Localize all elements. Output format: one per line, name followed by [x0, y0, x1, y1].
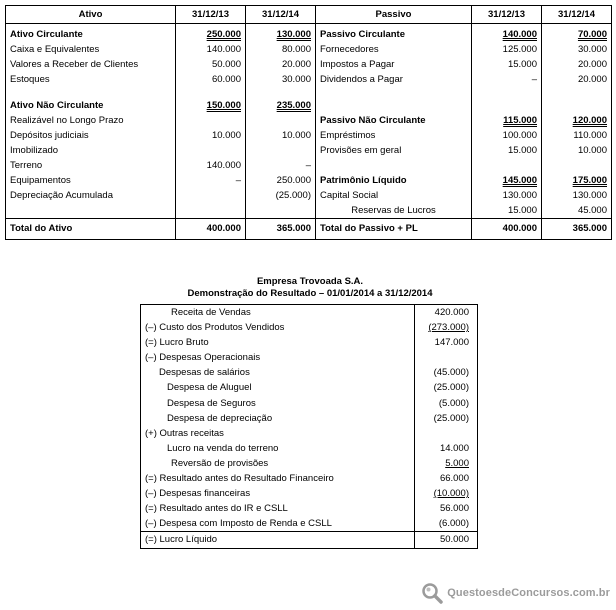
- table-row: [6, 42, 612, 57]
- line-value: 5.000: [445, 457, 469, 469]
- liability-2014: [542, 98, 612, 113]
- table-row: [6, 57, 612, 72]
- table-row: [141, 305, 478, 321]
- asset-label: Terreno: [6, 158, 176, 173]
- line-label: Despesas de salários: [141, 365, 415, 380]
- liability-2014: 130.000: [542, 188, 612, 203]
- line-value: 420.000: [434, 307, 469, 318]
- asset-label: Depreciação Acumulada: [6, 188, 176, 203]
- liability-2014: 45.000: [542, 203, 612, 219]
- header-passivo-2014: 31/12/14: [542, 6, 612, 24]
- asset-2014: 235.000: [246, 98, 316, 113]
- asset-2013: 140.000: [176, 158, 246, 173]
- asset-label: Estoques: [6, 72, 176, 87]
- table-row: [141, 411, 478, 426]
- asset-label: Valores a Receber de Clientes: [6, 57, 176, 72]
- line-label: (–) Despesa com Imposto de Renda e CSLL: [141, 516, 415, 532]
- liability-label: [316, 98, 472, 113]
- total-liabilities-label: Total do Passivo + PL: [316, 219, 472, 240]
- balance-header-row: [6, 6, 612, 24]
- line-label: Despesa de depreciação: [141, 411, 415, 426]
- liability-label: Capital Social: [316, 188, 472, 203]
- income-statement-table: [140, 304, 478, 549]
- total-liabilities-2014: 365.000: [542, 219, 612, 240]
- table-row: [6, 24, 612, 43]
- spacer-row: [6, 87, 612, 98]
- asset-label: Realizável no Longo Prazo: [6, 113, 176, 128]
- line-value: (25.000): [433, 412, 469, 424]
- liability-2014: [542, 158, 612, 173]
- liability-label: [316, 158, 472, 173]
- table-row: [141, 516, 478, 532]
- liability-2013: [472, 98, 542, 113]
- asset-2014: [246, 203, 316, 219]
- line-value: (45.000): [433, 367, 469, 379]
- magnifier-icon: [420, 581, 444, 605]
- line-value: [415, 350, 478, 365]
- table-row: [6, 143, 612, 158]
- line-label: Despesa de Seguros: [141, 396, 415, 411]
- table-row: [6, 188, 612, 203]
- line-label: (+) Outras receitas: [141, 426, 415, 441]
- company-name: Empresa Trovoada S.A.: [256, 276, 364, 287]
- table-row: [141, 380, 478, 395]
- liability-label: Passivo Circulante: [316, 24, 472, 43]
- asset-2013: [176, 188, 246, 203]
- asset-2013: [176, 203, 246, 219]
- liability-2013: 100.000: [472, 128, 542, 143]
- header-ativo-2013: 31/12/13: [176, 6, 246, 24]
- line-value: (25.000): [433, 382, 469, 394]
- liability-label: Patrimônio Líquido: [316, 173, 472, 188]
- line-label: Receita de Vendas: [141, 305, 415, 321]
- header-ativo: Ativo: [6, 6, 176, 24]
- line-label: (=) Resultado antes do IR e CSLL: [141, 501, 415, 516]
- statement-title: Demonstração do Resultado – 01/01/2014 a 31/12/2014: [187, 288, 433, 299]
- line-label: (=) Lucro Bruto: [141, 335, 415, 350]
- header-passivo-2013: 31/12/13: [472, 6, 542, 24]
- liability-2014: 20.000: [542, 72, 612, 87]
- line-value: 56.000: [439, 503, 469, 515]
- header-ativo-2014: 31/12/14: [246, 6, 316, 24]
- line-label: (=) Resultado antes do Resultado Financeiro: [141, 471, 415, 486]
- asset-2013: 250.000: [176, 24, 246, 43]
- liability-2014: 110.000: [542, 128, 612, 143]
- table-row: [141, 396, 478, 411]
- liability-2013: [472, 158, 542, 173]
- table-row: [6, 203, 612, 219]
- table-row: [141, 365, 478, 380]
- line-label: (=) Lucro Líquido: [141, 532, 415, 548]
- liability-2014: 120.000: [542, 113, 612, 128]
- table-row: [141, 320, 478, 335]
- liability-2014: 70.000: [542, 24, 612, 43]
- total-assets-label: Total do Ativo: [6, 219, 176, 240]
- line-value: 147.000: [434, 337, 469, 349]
- liability-label: Provisões em geral: [316, 143, 472, 158]
- liability-label: Empréstimos: [316, 128, 472, 143]
- asset-2014: 130.000: [246, 24, 316, 43]
- total-assets-2013: 400.000: [176, 219, 246, 240]
- table-row: [141, 441, 478, 456]
- table-row: [141, 426, 478, 441]
- asset-label: [6, 203, 176, 219]
- liability-2013: 140.000: [472, 24, 542, 43]
- asset-2013: 60.000: [176, 72, 246, 87]
- asset-2014: 250.000: [246, 173, 316, 188]
- asset-2013: 140.000: [176, 42, 246, 57]
- table-row: [6, 98, 612, 113]
- line-label: Despesa de Aluguel: [141, 380, 415, 395]
- total-liabilities-2013: 400.000: [472, 219, 542, 240]
- totals-row: [6, 219, 612, 240]
- asset-2014: 10.000: [246, 128, 316, 143]
- balance-sheet-table: [5, 5, 612, 240]
- liability-2013: 115.000: [472, 113, 542, 128]
- asset-2013: [176, 143, 246, 158]
- liability-label: Fornecedores: [316, 42, 472, 57]
- header-passivo: Passivo: [316, 6, 472, 24]
- asset-2014: (25.000): [246, 188, 316, 203]
- table-row: [141, 486, 478, 501]
- liability-2013: 130.000: [472, 188, 542, 203]
- asset-label: Ativo Circulante: [6, 24, 176, 43]
- table-row: [6, 158, 612, 173]
- liability-2013: 125.000: [472, 42, 542, 57]
- table-row: [6, 113, 612, 128]
- asset-2014: 20.000: [246, 57, 316, 72]
- table-row: [141, 532, 478, 548]
- asset-2014: [246, 143, 316, 158]
- asset-label: Ativo Não Circulante: [6, 98, 176, 113]
- asset-label: Imobilizado: [6, 143, 176, 158]
- liability-2013: 15.000: [472, 57, 542, 72]
- line-value: (273.000): [428, 322, 469, 334]
- liability-label: Passivo Não Circulante: [316, 113, 472, 128]
- asset-2013: [176, 113, 246, 128]
- liability-2013: –: [472, 72, 542, 87]
- line-value: (6.000): [438, 518, 469, 530]
- watermark-text: QuestoesdeConcursos.com.br: [447, 587, 610, 599]
- liability-label: Reservas de Lucros: [316, 203, 472, 219]
- liability-2013: 15.000: [472, 143, 542, 158]
- asset-2013: 150.000: [176, 98, 246, 113]
- line-value: (10.000): [433, 488, 469, 500]
- line-label: (–) Despesas financeiras: [141, 486, 415, 501]
- line-value: 14.000: [439, 442, 469, 454]
- asset-2014: [246, 113, 316, 128]
- liability-2013: 15.000: [472, 203, 542, 219]
- liability-2014: 30.000: [542, 42, 612, 57]
- table-row: [141, 456, 478, 471]
- liability-label: Impostos a Pagar: [316, 57, 472, 72]
- table-row: [6, 173, 612, 188]
- line-label: (–) Despesas Operacionais: [141, 350, 415, 365]
- line-value: [415, 426, 478, 441]
- liability-2014: 175.000: [542, 173, 612, 188]
- asset-label: Depósitos judiciais: [6, 128, 176, 143]
- line-value: (5.000): [438, 397, 469, 409]
- total-assets-2014: 365.000: [246, 219, 316, 240]
- table-row: [141, 350, 478, 365]
- asset-2013: –: [176, 173, 246, 188]
- line-value: 50.000: [415, 532, 478, 548]
- table-row: [141, 471, 478, 486]
- asset-2013: 50.000: [176, 57, 246, 72]
- liability-2014: 20.000: [542, 57, 612, 72]
- line-label: Lucro na venda do terreno: [141, 441, 415, 456]
- asset-2014: –: [246, 158, 316, 173]
- asset-2014: 30.000: [246, 72, 316, 87]
- liability-2014: 10.000: [542, 143, 612, 158]
- line-label: (–) Custo dos Produtos Vendidos: [141, 320, 415, 335]
- table-row: [6, 72, 612, 87]
- asset-2013: 10.000: [176, 128, 246, 143]
- table-row: [141, 501, 478, 516]
- line-value: 66.000: [439, 473, 469, 485]
- liability-2013: 145.000: [472, 173, 542, 188]
- table-row: [141, 335, 478, 350]
- asset-label: Caixa e Equivalentes: [6, 42, 176, 57]
- table-row: [6, 128, 612, 143]
- line-label: Reversão de provisões: [141, 456, 415, 471]
- liability-label: Dividendos a Pagar: [316, 72, 472, 87]
- asset-2014: 80.000: [246, 42, 316, 57]
- watermark: [420, 581, 610, 605]
- asset-label: Equipamentos: [6, 173, 176, 188]
